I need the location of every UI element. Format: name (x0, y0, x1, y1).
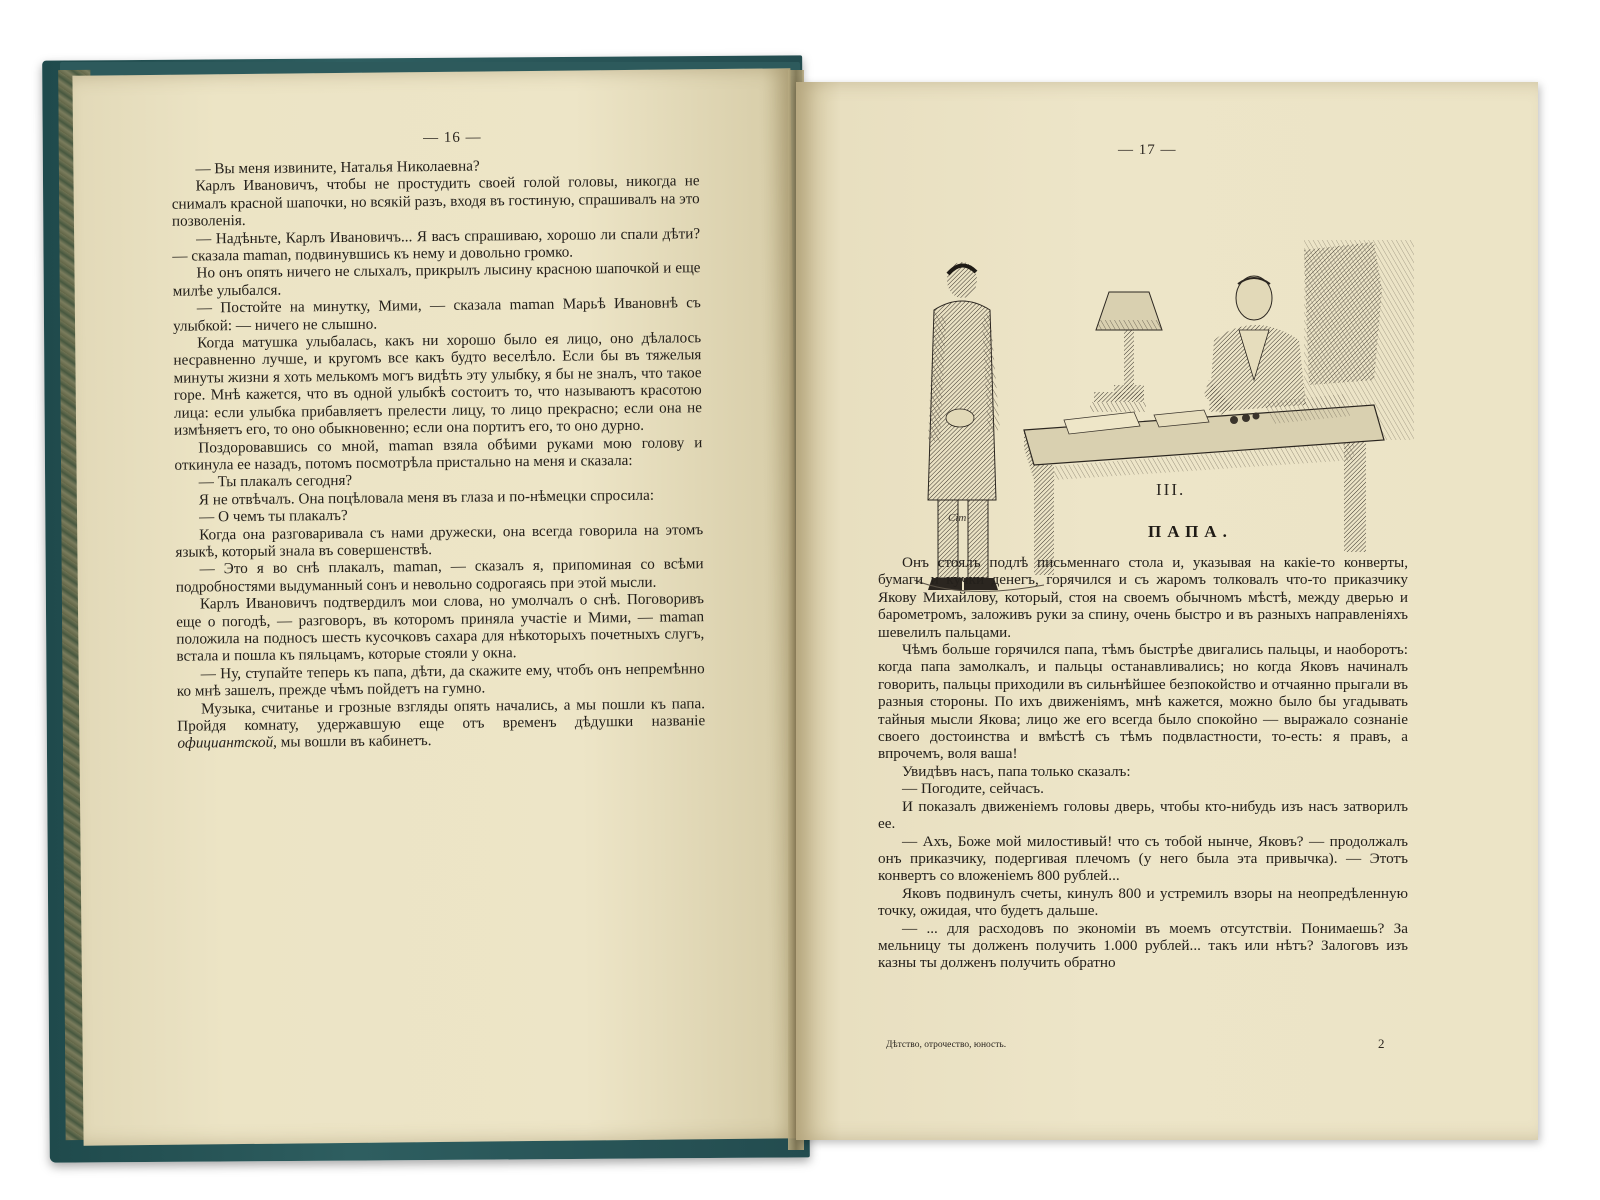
artist-signature: Сіт (948, 512, 967, 524)
engraving-illustration (904, 180, 1424, 610)
paragraph: — Ну, ступайте теперь къ папа, дѣти, да скажите ему, чтобъ онъ непремѣнно ко мнѣ зашелъ, прежде чѣмъ пойдетъ на гумно. (176, 659, 705, 700)
right-page-text (878, 554, 1408, 972)
paragraph: Когда она разговаривала съ нами дружески, она всегда говорила на этомъ языкѣ, который знала въ совершенствѣ. (175, 520, 704, 561)
paragraph: — Постойте на минутку, Мими, — сказала maman Марьѣ Ивановнѣ съ улыбкой: — ничего не слышно. (172, 294, 701, 335)
footer-signature-mark: 2 (1378, 1036, 1385, 1051)
paragraph: — Вы меня извините, Наталья Николаевна? (195, 157, 480, 178)
text-run: Музыка, считанье и грозные взгляды опять начались, а мы пошли къ папа. Пройдя комнату, удержавшую еще отъ временъ дѣдушки названіе (177, 694, 706, 735)
left-page-text (171, 155, 705, 752)
left-page-number: — 16 — (423, 129, 482, 147)
italic-term: официантской (177, 734, 274, 753)
paragraph: И показалъ движеніемъ головы дверь, чтобы кто-нибудь изъ насъ затворилъ ее. (878, 797, 1408, 833)
paragraph: Яковъ подвинулъ счеты, кинулъ 800 и устремилъ взоры на неопредѣленную точку, ожидая, что будетъ дальше. (878, 884, 1408, 920)
left-page (72, 68, 801, 1145)
right-page (796, 82, 1538, 1140)
chapter-title: ПАПА. (1148, 522, 1233, 541)
paragraph: — Ахъ, Боже мой милостивый! что съ тобой нынче, Яковъ? — продолжалъ онъ приказчику, подергивая плечомъ (у него была эта привычка). — Этотъ конвертъ со вложеніемъ 800 рублей... (878, 832, 1408, 885)
paragraph: Карлъ Ивановичъ подтвердилъ мои слова, но умолчалъ о снѣ. Поговоривъ еще о погодѣ, — разговоръ, въ которомъ приняла участіе и Мими, — maman положила на подносъ шесть кусочковъ сахара для нѣкоторыхъ почетныхъ слугъ, встала и пошла къ пяльцамъ, которые стояли у окна. (176, 590, 705, 666)
paragraph: — Ты плакалъ сегодня? (198, 472, 353, 491)
paragraph: — О чемъ ты плакалъ? (198, 507, 348, 526)
paragraph-last (177, 695, 706, 753)
paragraph: — Надѣньте, Карлъ Ивановичъ... Я васъ спрашиваю, хорошо ли спали дѣти? — сказала maman, подвинувшись къ нему и довольно громко. (172, 224, 701, 265)
paragraph: — Это я во снѣ плакалъ, maman, — сказалъ я, припоминая со всѣми подробностями выдуманный сонъ и невольно содрогаясь при этой мысли. (175, 555, 704, 596)
paragraph: Но онъ опять ничего не слыхалъ, прикрылъ лысину красною шапочкой и еще милѣе улыбался. (172, 259, 701, 300)
paragraph: Карлъ Ивановичъ, чтобы не простудить своей голой головы, никогда не снималъ красной шапочки, но всякій разъ, входя въ гостиную, спрашивалъ на это позволенія. (171, 172, 700, 230)
paragraph: Я не отвѣчалъ. Она поцѣловала меня въ глаза и по-нѣмецки спросила: (198, 486, 655, 509)
chapter-number: III. (1156, 480, 1186, 499)
text-run: , мы вошли въ кабинетъ. (273, 732, 432, 752)
paragraph: Поздоровавшись со мной, maman взяла обѣими руками мою голову и откинула ее назадъ, потомъ посмотрѣла пристально на меня и сказала: (174, 433, 703, 474)
right-page-number: — 17 — (1118, 142, 1177, 158)
paragraph: Увидѣвъ насъ, папа только сказалъ: (902, 762, 1131, 780)
footer-book-title: Дѣтство, отрочество, юность. (886, 1040, 1007, 1050)
paragraph: Чѣмъ больше горячился папа, тѣмъ быстрѣе двигались пальцы, и наоборотъ: когда папа замолкалъ, и пальцы останавливались; но когда Яковъ начиналъ говорить, пальцы приходили въ сильнѣйшее безпокойство и отчаянно прыгали въ разныя стороны. По ихъ движеніямъ, мнѣ кажется, можно было бы угадывать тайныя мысли Якова; лицо же его всегда было спокойно — выражало сознаніе своего достоинства и вмѣстѣ съ тѣмъ подвластности, то-есть: я правъ, а впрочемъ, воля ваша! (878, 641, 1408, 763)
paragraph: Онъ стоялъ подлѣ письменнаго стола и, указывая на какіе-то конверты, бумаги и кучки денегъ, горячился и съ жаромъ толковалъ что-то приказчику Якову Михайлову, который, стоя на своемъ обычномъ мѣстѣ, между дверью и барометромъ, заложивъ руки за спину, очень быстро и въ разныхъ направленіяхъ шевелилъ пальцами. (878, 554, 1408, 641)
paragraph: — Погодите, сейчасъ. (902, 780, 1044, 798)
paragraph: — ... для расходовъ по экономіи въ моемъ отсутствіи. Понимаешь? За мельницу ты долженъ получить 1.000 рублей... такъ или нѣтъ? Залоговъ изъ казны ты долженъ получить обратно (878, 919, 1408, 972)
paragraph: Когда матушка улыбалась, какъ ни хорошо было ея лицо, оно дѣлалось несравненно лучше, и кругомъ все какъ будто веселѣло. Если бы въ тяжелыя минуты жизни я хоть мелькомъ могъ видѣть эту улыбку, я бы не зналъ, что такое горе. Мнѣ кажется, что въ одной улыбкѣ состоитъ то, что называютъ красотою лица: если улыбка прибавляетъ прелести лицу, то лицо прекрасно; если она не измѣняетъ его, то оно обыкновенно; если она портитъ его, то оно дурно. (173, 329, 703, 439)
